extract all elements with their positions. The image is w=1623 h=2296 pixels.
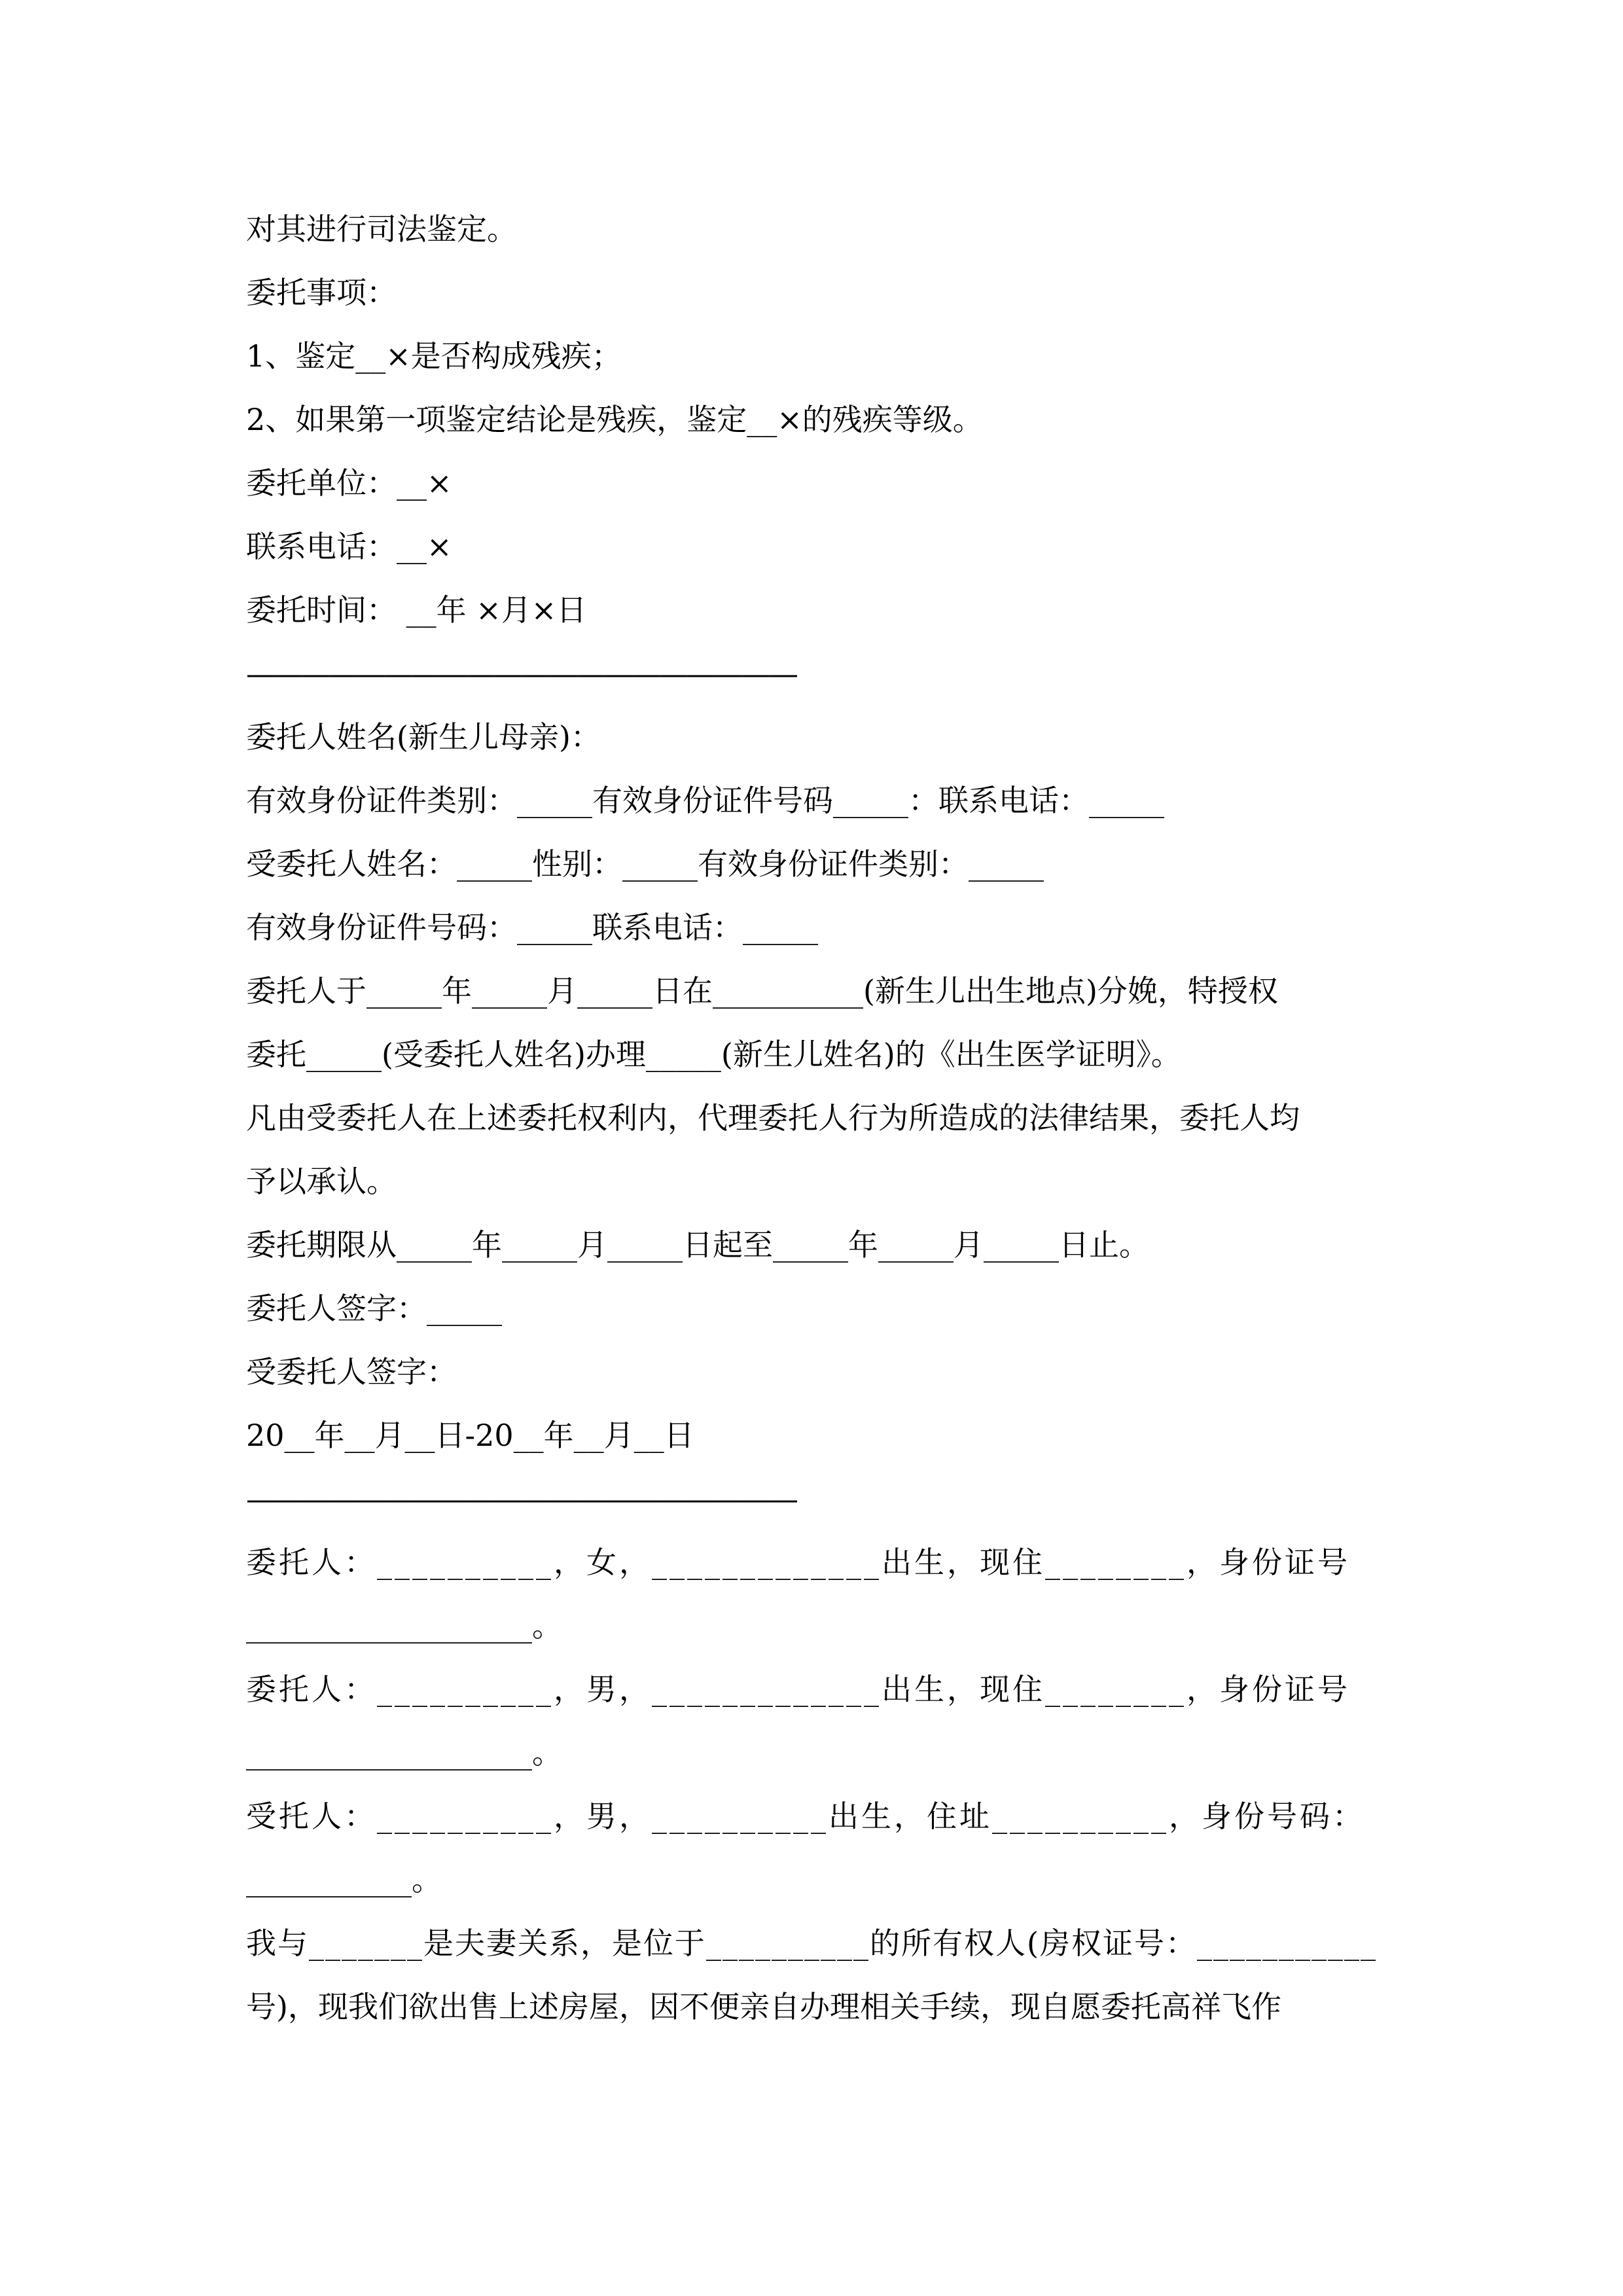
text-line: 1、鉴定__×是否构成残疾； bbox=[246, 338, 622, 374]
text-line: 委托时间： __年 ×月×日 bbox=[246, 592, 587, 628]
text-line: 2、如果第一项鉴定结论是残疾，鉴定__×的残疾等级。 bbox=[246, 402, 983, 437]
separator-rule: ———————————————————— bbox=[246, 1481, 796, 1516]
text-line: 委托_____(受委托人姓名)办理_____(新生儿姓名)的《出生医学证明》。 bbox=[246, 1037, 1181, 1072]
text-line: 受委托人签字： bbox=[246, 1354, 457, 1390]
text-line: 予以承认。 bbox=[246, 1164, 397, 1199]
text-line: 委托事项： bbox=[246, 275, 397, 310]
text-line: 委托人姓名(新生儿母亲)： bbox=[246, 719, 601, 755]
text-line: 委托单位：__× bbox=[246, 465, 452, 501]
text-line: 号)，现我们欲出售上述房屋，因不便亲自办理相关手续，现自愿委托高祥飞作 bbox=[246, 1989, 1281, 2024]
text-line: ___________________。 bbox=[246, 1735, 562, 1770]
text-line: 委托人签字：_____ bbox=[246, 1291, 502, 1326]
text-line: 受委托人姓名：_____性别：_____有效身份证件类别：_____ bbox=[246, 846, 1044, 882]
text-line: 凡由受委托人在上述委托权利内，代理委托人行为所造成的法律结果，委托人均 bbox=[246, 1100, 1300, 1136]
text-line: ___________________。 bbox=[246, 1608, 562, 1643]
text-line: 委托人：__________，男，_____________出生，现住________，身份证号 bbox=[246, 1672, 1350, 1707]
text-line: 委托人：__________，女，_____________出生，现住________，身份证号 bbox=[246, 1545, 1350, 1580]
text-line: 委托人于_____年_____月_____日在__________(新生儿出生地点)分娩，特授权 bbox=[246, 973, 1278, 1009]
text-line: 委托期限从_____年_____月_____日起至_____年_____月_____日止。 bbox=[246, 1227, 1149, 1263]
separator-rule: ———————————————————— bbox=[246, 656, 796, 691]
text-line: 20__年__月__日-20__年__月__日 bbox=[246, 1418, 694, 1453]
text-line: 受托人：__________，男，__________出生，住址__________，身份号码： bbox=[246, 1799, 1365, 1834]
text-line: ___________。 bbox=[246, 1862, 442, 1897]
text-line: 我与_______是夫妻关系，是位于__________的所有权人(房权证号：___________ bbox=[246, 1926, 1377, 1961]
text-line: 有效身份证件号码：_____联系电话：_____ bbox=[246, 910, 818, 945]
text-line: 有效身份证件类别：_____有效身份证件号码_____：联系电话：_____ bbox=[246, 783, 1164, 818]
text-line: 联系电话：__× bbox=[246, 529, 452, 564]
text-line: 对其进行司法鉴定。 bbox=[246, 211, 517, 247]
